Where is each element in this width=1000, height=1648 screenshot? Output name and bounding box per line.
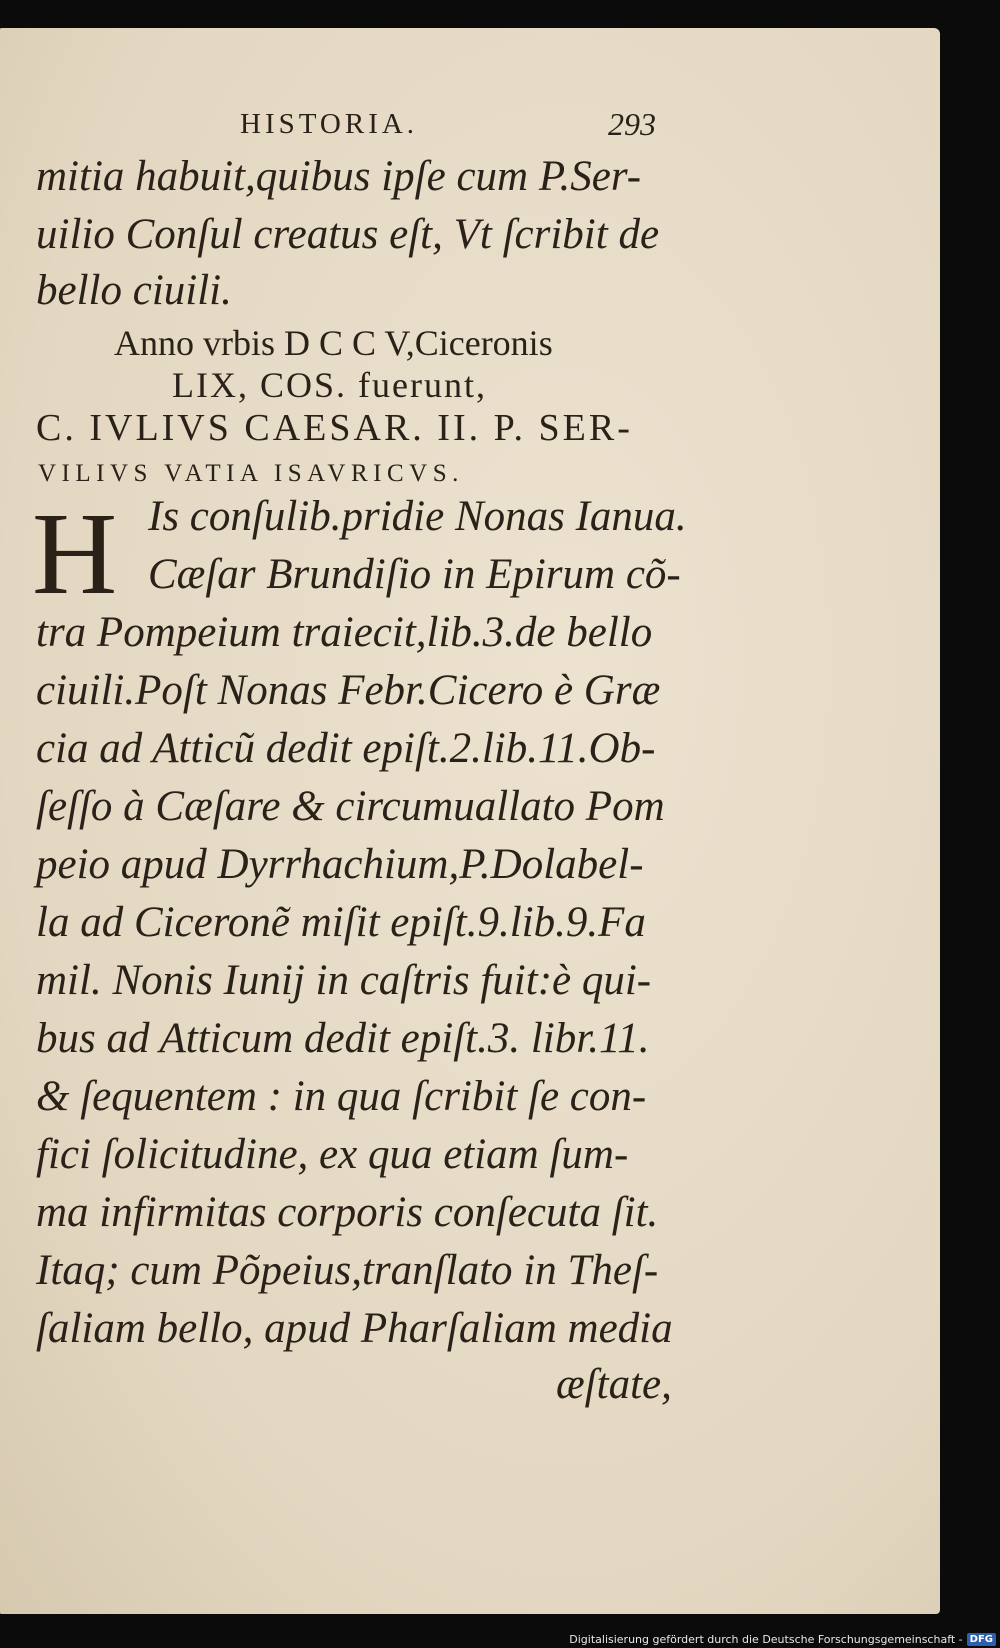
heading-line: Anno vrbis D C C V,Ciceronis [114, 323, 553, 363]
funding-footer [569, 1633, 996, 1646]
text-line: mil. Nonis Iunij in caſtris fuit:è qui- [36, 957, 652, 1004]
text-line: la ad Ciceronẽ miſit epiſt.9.lib.9.Fa [36, 899, 646, 946]
text-line: tra Pompeium traiecit,lib.3.de bello [36, 609, 653, 656]
text-line: & ſequentem : in qua ſcribit ſe con- [36, 1073, 647, 1120]
text-line: Cæſar Brundiſio in Epirum cõ- [148, 551, 681, 598]
text-line: cia ad Atticũ dedit epiſt.2.lib.11.Ob- [36, 725, 656, 772]
drop-cap: H [32, 488, 118, 619]
catchword: æſtate, [556, 1361, 672, 1408]
text-line: ſeſſo à Cæſare & circumuallato Pom [36, 783, 665, 830]
heading-line: C. IVLIVS CAESAR. II. P. SER- [36, 407, 633, 449]
text-line: peio apud Dyrrhachium,P.Dolabel- [36, 841, 644, 888]
dfg-logo-icon: DFG [967, 1633, 996, 1646]
page-number: 293 [608, 106, 656, 142]
heading-line: LIX, COS. fuerunt, [172, 365, 487, 405]
text-line: Is conſulib.pridie Nonas Ianua. [148, 493, 687, 540]
text-line: ciuili.Poſt Nonas Febr.Cicero è Græ [36, 667, 661, 714]
text-line: ſaliam bello, apud Pharſaliam media [36, 1305, 673, 1352]
heading-line: VILIVS VATIA ISAVRICVS. [38, 460, 464, 487]
funding-text: Digitalisierung gefördert durch die Deutsche Forschungsgemeinschaft - [569, 1633, 963, 1646]
text-line: bus ad Atticum dedit epiſt.3. libr.11. [36, 1015, 650, 1062]
text-line: mitia habuit,quibus ipſe cum P.Ser- [36, 153, 642, 200]
text-line: uilio Conſul creatus eſt, Vt ſcribit de [36, 211, 660, 258]
text-line: bello ciuili. [36, 267, 232, 314]
running-head: HISTORIA. [240, 108, 419, 140]
text-line: Itaq; cum Põpeius,tranſlato in Theſ- [36, 1247, 659, 1294]
text-line: fici ſolicitudine, ex qua etiam ſum- [36, 1131, 629, 1178]
text-line: ma infirmitas corporis conſecuta ſit. [36, 1189, 659, 1236]
